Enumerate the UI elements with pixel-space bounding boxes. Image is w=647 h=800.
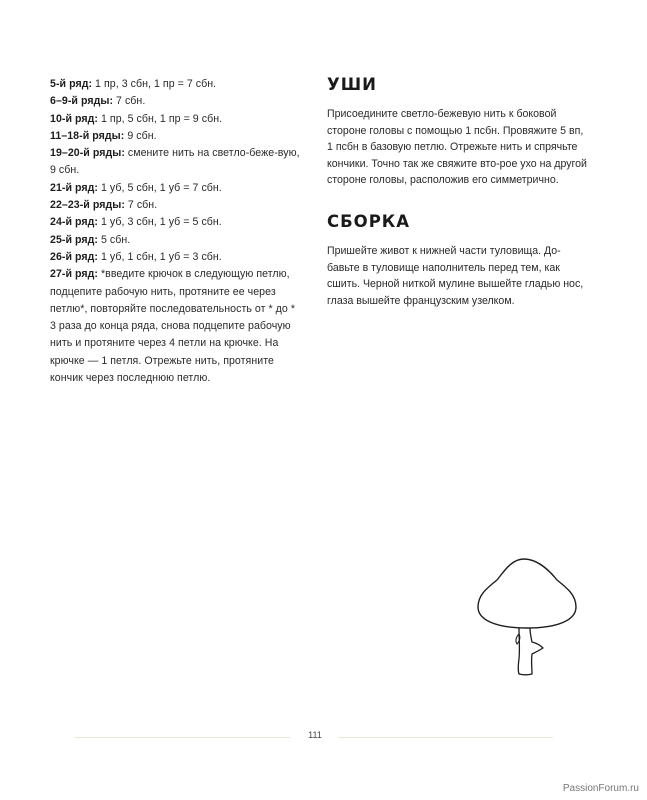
row-label: 21-й ряд: [50, 181, 98, 194]
row-text: 1 пр, 3 сбн, 1 пр = 7 сбн. [92, 78, 217, 90]
footer-rule-right [338, 737, 553, 738]
row-text: 9 сбн. [124, 129, 157, 142]
row-10 [50, 111, 300, 128]
row-text: 1 уб, 3 сбн, 1 уб = 5 сбн. [97, 216, 222, 229]
row-11-18 [50, 128, 300, 145]
row-text: *введите крючок в следующую петлю, подцепите рабочую нить, протяните ее через петлю*, повторяйте последовательность от * до * 3 раза до конца ряда, снова подцепите рабочую нить и протяните через 4 петли на крючке. На крючке — 1 петля. Отрежьте нить, протяните кончик через последнюю петлю. [50, 268, 296, 385]
row-19-20 [50, 145, 300, 180]
row-label: 27-й ряд: [50, 268, 98, 281]
assembly-text: Пришейте живот к нижней части туловища. До-бавьте в туловище наполнитель перед тем, как сшить. Черной ниткой мулине вышейте гладью нос, глаза вышейте французским узелком. [327, 244, 584, 307]
row-21 [50, 180, 300, 197]
pattern-rows [50, 76, 300, 387]
row-25 [50, 232, 300, 249]
row-text: смените нить на светло-беже-вую, 9 сбн. [50, 147, 300, 177]
ears-text: Присоедините светло-бежевую нить к боковой стороне головы с помощью 1 псбн. Провяжите 5 вп, 1 псбн в базовую петлю. Отрежьте нить и спрячьте кончики. Точно так же свяжите вто-рое ухо на другой стороне головы, расположив его симметрично. [327, 108, 587, 187]
row-26 [50, 249, 300, 266]
footer-rule-left [75, 737, 290, 738]
ears-heading: УШИ [327, 75, 377, 94]
row-label: 22–23-й ряды: [50, 199, 125, 212]
row-label: 24-й ряд: [50, 216, 98, 229]
row-label: 5-й ряд: [50, 78, 93, 90]
row-text: 5 сбн. [97, 233, 131, 246]
row-label: 10-й ряд: [50, 112, 98, 125]
row-text: 1 пр, 5 сбн, 1 пр = 9 сбн. [97, 112, 223, 125]
page-number: 111 [308, 730, 322, 740]
row-label: 11–18-й ряды: [50, 129, 125, 142]
row-5 [50, 76, 300, 93]
row-text: 7 сбн. [124, 199, 158, 212]
row-text: 1 уб, 1 сбн, 1 уб = 3 сбн. [97, 250, 222, 263]
row-text: 1 уб, 5 сбн, 1 уб = 7 сбн. [97, 181, 222, 194]
row-label: 26-й ряд: [50, 250, 98, 263]
row-24 [50, 214, 300, 231]
row-22-23 [50, 197, 300, 214]
assembly-heading: СБОРКА [327, 211, 411, 231]
row-6-9 [50, 93, 300, 110]
mushroom-illustration-icon [472, 556, 582, 681]
watermark: PassionForum.ru [562, 783, 639, 794]
row-27 [50, 266, 300, 387]
row-label: 19–20-й ряды: [50, 147, 125, 160]
row-label: 25-й ряд: [50, 233, 98, 246]
row-label: 6–9-й ряды: [50, 95, 114, 108]
instructions-column [327, 72, 587, 309]
row-text: 7 сбн. [113, 95, 146, 108]
